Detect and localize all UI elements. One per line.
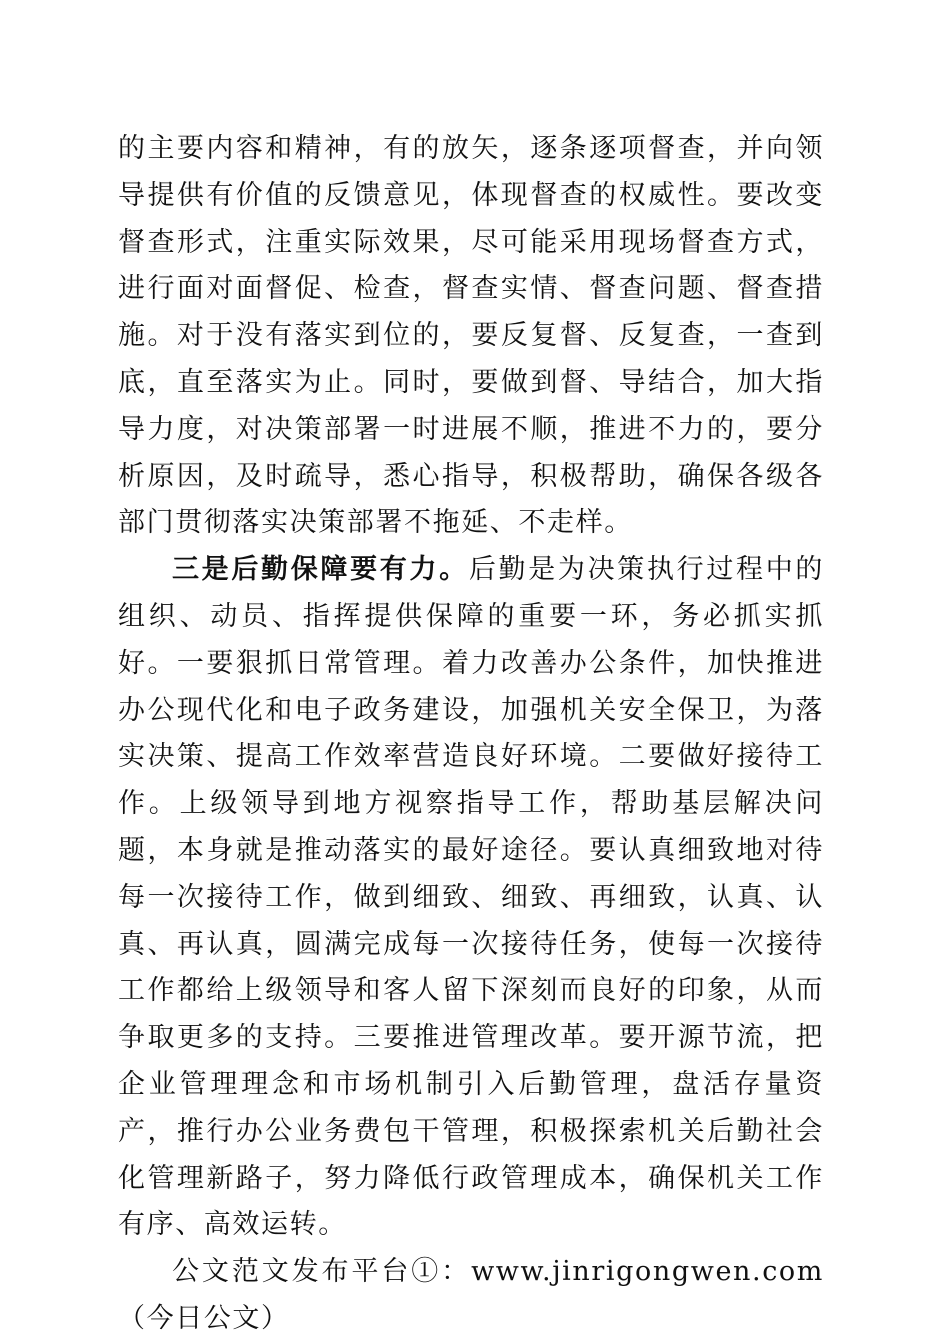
paragraph-heading: 三是后勤保障要有力。 xyxy=(172,554,469,586)
paragraph-text: 的主要内容和精神，有的放矢，逐条逐项督查，并向领导提供有价值的反馈意见，体现督查的权威性。要改变督查形式，注重实际效果，尽可能采用现场督查方式，进行面对面督促、检查，督查实情、督查问题、督查措施。对于没有落实到位的，要反复督、反复查，一查到底，直至落实为止。同时，要做到督、导结合，加大指导力度，对决策部署一时进展不顺，推进不力的，要分析原因，及时疏导，悉心指导，积极帮助，确保各级各部门贯彻落实决策部署不拖延、不走样。 xyxy=(118,133,824,539)
paragraph-continuation xyxy=(118,126,824,547)
paragraph-logistics xyxy=(118,547,824,1249)
document-body xyxy=(118,126,824,1343)
paragraph-text: 后勤是为决策执行过程中的组织、动员、指挥提供保障的重要一环，务必抓实抓好。一要狠抓日常管理。着力改善办公条件，加快推进办公现代化和电子政务建设，加强机关安全保卫，为落实决策、提高工作效率营造良好环境。二要做好接待工作。上级领导到地方视察指导工作，帮助基层解决问题，本身就是推动落实的最好途径。要认真细致地对待每一次接待工作，做到细致、细致、再细致，认真、认真、再认真，圆满完成每一次接待任务，使每一次接待工作都给上级领导和客人留下深刻而良好的印象，从而争取更多的支持。三要推进管理改革。要开源节流，把企业管理理念和市场机制引入后勤管理，盘活存量资产，推行办公业务费包干管理，积极探索机关后勤社会化管理新路子，努力降低行政管理成本，确保机关工作有序、高效运转。 xyxy=(118,554,825,1241)
publisher-footer xyxy=(118,1249,824,1343)
publisher-footer-text: 公文范文发布平台①：www.jinrigongwen.com（今日公文） xyxy=(118,1256,824,1334)
